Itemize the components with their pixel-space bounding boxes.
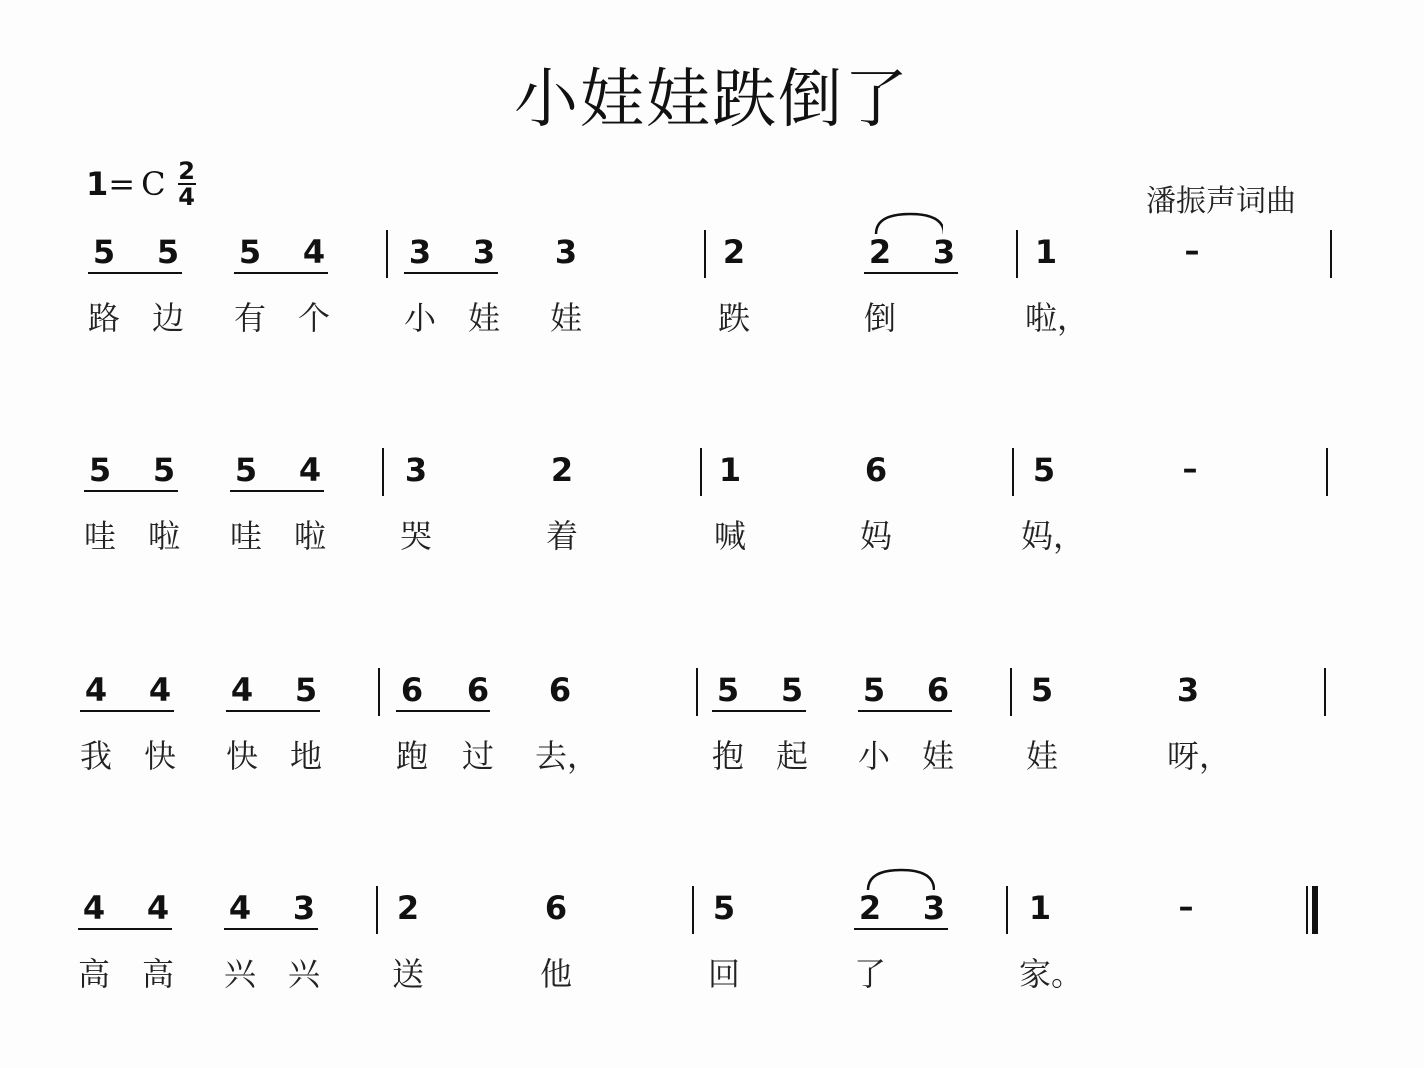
barline — [1010, 668, 1012, 716]
sustain-dash: – — [1184, 234, 1200, 269]
key-equals: = — [108, 165, 136, 203]
lyric-syllable: 兴 — [287, 955, 320, 993]
note-numeral: 6 — [864, 451, 888, 489]
barline — [378, 668, 380, 716]
sustain-dash: – — [1178, 890, 1194, 925]
final-barline — [1306, 886, 1318, 934]
barline — [376, 886, 378, 934]
barline — [692, 886, 694, 934]
tie-arc-path — [876, 214, 943, 234]
lyric-syllable: 娃 — [921, 737, 954, 775]
note-numeral: 2 — [722, 233, 746, 271]
note-numeral: 5 — [1030, 671, 1054, 709]
note-numeral: 1 — [1034, 233, 1058, 271]
note-numeral: 5 — [294, 671, 318, 709]
lyric-syllable: 倒 — [863, 299, 896, 337]
eighth-note-underline — [234, 272, 328, 274]
eighth-note-underline — [84, 490, 178, 492]
lyric-syllable: 我 — [79, 737, 112, 775]
lyric-syllable: 哇 — [229, 517, 262, 555]
lyric-syllable: 喊 — [713, 517, 746, 555]
lyric-syllable: 呀， — [1167, 737, 1232, 775]
lyric-syllable: 了 — [853, 955, 886, 993]
song-title: 小娃娃跌倒了 — [514, 63, 910, 137]
note-numeral: 5 — [234, 451, 258, 489]
final-barline-thin — [1306, 886, 1308, 934]
note-numeral: 6 — [400, 671, 424, 709]
lyric-syllable: 娃 — [549, 299, 582, 337]
barline — [1006, 886, 1008, 934]
barline — [1330, 230, 1332, 278]
final-barline-thick — [1312, 886, 1318, 934]
eighth-note-underline — [88, 272, 182, 274]
eighth-note-underline — [404, 272, 498, 274]
lyric-syllable: 小 — [857, 737, 890, 775]
time-signature — [178, 157, 196, 211]
note-numeral: 1 — [718, 451, 742, 489]
barline — [700, 448, 702, 496]
lyric-syllable: 啦 — [147, 517, 180, 555]
lyric-syllable: 啦， — [1025, 299, 1090, 337]
lyric-syllable: 哇 — [83, 517, 116, 555]
lyric-syllable: 家。 — [1019, 955, 1084, 993]
lyric-syllable: 哭 — [399, 517, 432, 555]
note-numeral: 3 — [404, 451, 428, 489]
lyric-syllable: 他 — [539, 955, 572, 993]
barline — [704, 230, 706, 278]
eighth-note-underline — [78, 928, 172, 930]
lyric-syllable: 高 — [141, 955, 174, 993]
lyric-syllable: 小 — [403, 299, 436, 337]
eighth-note-underline — [712, 710, 806, 712]
barline — [1324, 668, 1326, 716]
barline — [1016, 230, 1018, 278]
lyric-syllable: 快 — [225, 737, 258, 775]
note-numeral: 5 — [88, 451, 112, 489]
lyric-syllable: 跌 — [717, 299, 750, 337]
note-numeral: 4 — [148, 671, 172, 709]
lyric-syllable: 妈， — [1021, 517, 1086, 555]
note-numeral: 5 — [156, 233, 180, 271]
time-signature-bottom: 4 — [178, 183, 195, 211]
note-numeral: 5 — [780, 671, 804, 709]
lyric-syllable: 娃 — [467, 299, 500, 337]
note-numeral: 6 — [466, 671, 490, 709]
note-numeral: 3 — [1176, 671, 1200, 709]
eighth-note-underline — [226, 710, 320, 712]
lyric-syllable: 去， — [535, 737, 600, 775]
barline — [386, 230, 388, 278]
lyric-syllable: 高 — [77, 955, 110, 993]
lyric-syllable: 兴 — [223, 955, 256, 993]
lyric-syllable: 边 — [151, 299, 184, 337]
key-tonic: 1 — [86, 165, 109, 203]
note-numeral: 5 — [716, 671, 740, 709]
note-numeral: 6 — [548, 671, 572, 709]
note-numeral: 5 — [238, 233, 262, 271]
lyric-syllable: 啦 — [293, 517, 326, 555]
lyric-syllable: 抱 — [711, 737, 744, 775]
note-numeral: 5 — [92, 233, 116, 271]
lyric-syllable: 地 — [289, 737, 322, 775]
barline — [1012, 448, 1014, 496]
composer-credit: 潘振声词曲 — [1146, 184, 1296, 219]
note-numeral: 6 — [926, 671, 950, 709]
barline — [1326, 448, 1328, 496]
barline — [382, 448, 384, 496]
eighth-note-underline — [224, 928, 318, 930]
eighth-note-underline — [858, 710, 952, 712]
note-numeral: 2 — [868, 233, 892, 271]
barline — [696, 668, 698, 716]
lyric-syllable: 快 — [143, 737, 176, 775]
note-numeral: 2 — [550, 451, 574, 489]
eighth-note-underline — [864, 272, 958, 274]
sustain-dash: – — [1182, 452, 1198, 487]
tie-arc-path — [868, 870, 934, 890]
eighth-note-underline — [230, 490, 324, 492]
note-numeral: 5 — [862, 671, 886, 709]
lyric-syllable: 回 — [707, 955, 740, 993]
note-numeral: 1 — [1028, 889, 1052, 927]
note-numeral: 5 — [1032, 451, 1056, 489]
note-numeral: 3 — [932, 233, 956, 271]
lyric-syllable: 过 — [461, 737, 494, 775]
key-signature — [86, 157, 196, 211]
tie-arc — [865, 866, 935, 892]
note-numeral: 6 — [544, 889, 568, 927]
note-numeral: 3 — [292, 889, 316, 927]
lyric-syllable: 娃 — [1025, 737, 1058, 775]
note-numeral: 3 — [472, 233, 496, 271]
lyric-syllable: 跑 — [395, 737, 428, 775]
lyric-syllable: 送 — [391, 955, 424, 993]
note-numeral: 4 — [228, 889, 252, 927]
lyric-syllable: 个 — [297, 299, 330, 337]
key-note: C — [141, 165, 166, 203]
lyric-syllable: 路 — [87, 299, 120, 337]
note-numeral: 4 — [230, 671, 254, 709]
note-numeral: 5 — [712, 889, 736, 927]
note-numeral: 4 — [302, 233, 326, 271]
lyric-syllable: 妈 — [859, 517, 892, 555]
eighth-note-underline — [854, 928, 948, 930]
eighth-note-underline — [80, 710, 174, 712]
note-numeral: 3 — [922, 889, 946, 927]
note-numeral: 4 — [82, 889, 106, 927]
time-signature-top: 2 — [178, 157, 195, 185]
note-numeral: 3 — [554, 233, 578, 271]
eighth-note-underline — [396, 710, 490, 712]
note-numeral: 4 — [146, 889, 170, 927]
note-numeral: 5 — [152, 451, 176, 489]
lyric-syllable: 着 — [545, 517, 578, 555]
note-numeral: 2 — [858, 889, 882, 927]
tie-arc — [873, 210, 943, 236]
lyric-syllable: 起 — [775, 737, 808, 775]
note-numeral: 3 — [408, 233, 432, 271]
note-numeral: 4 — [84, 671, 108, 709]
note-numeral: 4 — [298, 451, 322, 489]
lyric-syllable: 有 — [233, 299, 266, 337]
note-numeral: 2 — [396, 889, 420, 927]
